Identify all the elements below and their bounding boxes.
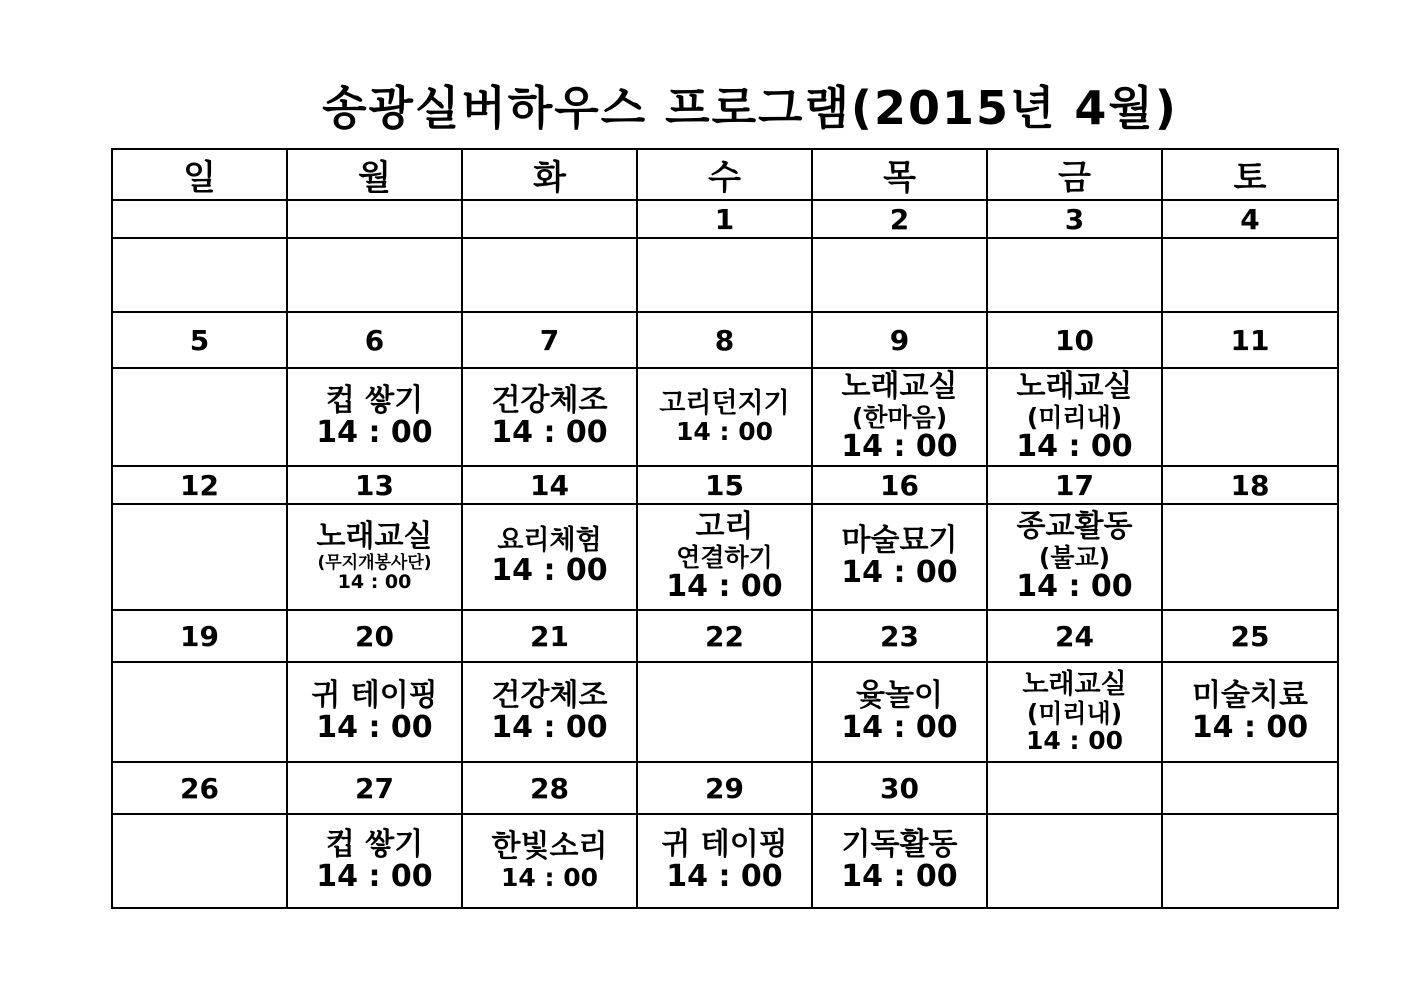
event-time: 14 : 00 — [1191, 710, 1309, 745]
date-cell-sat: 11 — [1162, 312, 1338, 368]
date-cell-fri — [987, 762, 1162, 814]
week-date-row — [112, 200, 1338, 238]
event-cell-fri — [987, 368, 1162, 466]
event-cell-sun — [112, 368, 287, 466]
calendar-body — [112, 200, 1338, 908]
week-date-row — [112, 466, 1338, 504]
event-cell-sat — [1162, 368, 1338, 466]
date-cell-sat: 25 — [1162, 610, 1338, 662]
event-cell-sun — [112, 238, 287, 312]
event-cell-fri — [987, 238, 1162, 312]
event-cell-wed — [637, 814, 812, 908]
week-date-row — [112, 610, 1338, 662]
date-cell-thu: 9 — [812, 312, 987, 368]
weekday-header-row — [112, 149, 1338, 200]
event-cell-mon — [287, 814, 462, 908]
event-cell-tue — [462, 814, 637, 908]
event-time: 14 : 00 — [666, 859, 783, 894]
event-cell-sat — [1162, 662, 1338, 762]
weekday-thu: 목 — [812, 149, 987, 200]
event-cell-thu — [812, 662, 987, 762]
event-cell-fri — [987, 814, 1162, 908]
date-cell-fri: 10 — [987, 312, 1162, 368]
event-cell-fri — [987, 504, 1162, 610]
event-cell-wed — [637, 662, 812, 762]
event-name: 건강체조 — [491, 677, 608, 713]
event-detail: 연결하기 — [676, 542, 773, 572]
week-event-row — [112, 368, 1338, 466]
event-time: 14 : 00 — [1016, 568, 1133, 604]
event-cell-thu — [812, 504, 987, 610]
event-name: 미술치료 — [1192, 677, 1308, 713]
event-time: 14 : 00 — [841, 859, 958, 894]
event-time: 14 : 00 — [501, 862, 598, 892]
date-cell-sun: 19 — [112, 610, 287, 662]
event-time: 14 : 00 — [316, 859, 433, 894]
date-cell-wed: 22 — [637, 610, 812, 662]
event-cell-mon — [287, 662, 462, 762]
weekday-tue: 화 — [462, 149, 637, 200]
event-cell-tue — [462, 368, 637, 466]
date-cell-sun — [112, 200, 287, 238]
event-time: 14 : 00 — [841, 710, 958, 745]
date-cell-mon — [287, 200, 462, 238]
date-cell-sat — [1162, 762, 1338, 814]
date-cell-mon: 6 — [287, 312, 462, 368]
week-event-row — [112, 662, 1338, 762]
date-cell-tue: 21 — [462, 610, 637, 662]
event-name: 고리 — [695, 509, 754, 545]
event-name: 노래교실 — [841, 369, 958, 405]
event-cell-sun — [112, 814, 287, 908]
event-cell-wed — [637, 238, 812, 312]
event-name: 고리던지기 — [659, 387, 790, 419]
event-name: 요리체험 — [497, 525, 602, 557]
event-name: 노래교실 — [1016, 369, 1133, 405]
weekday-mon: 월 — [287, 149, 462, 200]
event-cell-mon — [287, 504, 462, 610]
date-cell-thu: 30 — [812, 762, 987, 814]
event-cell-thu — [812, 368, 987, 466]
event-time: 14 : 00 — [316, 710, 433, 745]
date-cell-tue: 7 — [462, 312, 637, 368]
event-detail: (무지개봉사단) — [317, 552, 432, 573]
event-name: 컵 쌓기 — [325, 382, 424, 418]
event-detail: (한마음) — [851, 402, 948, 432]
date-cell-wed: 1 — [637, 200, 812, 238]
event-time: 14 : 00 — [1026, 725, 1123, 755]
week-date-row — [112, 312, 1338, 368]
event-time: 14 : 00 — [676, 417, 773, 447]
week-event-row — [112, 238, 1338, 312]
event-detail: (미리내) — [1026, 698, 1123, 728]
event-name: 기독활동 — [841, 826, 958, 862]
date-cell-tue: 14 — [462, 466, 637, 504]
event-name: 윷놀이 — [856, 677, 943, 713]
date-cell-tue — [462, 200, 637, 238]
event-cell-mon — [287, 368, 462, 466]
event-detail: (미리내) — [1026, 402, 1123, 432]
event-cell-tue — [462, 662, 637, 762]
weekday-sat: 토 — [1162, 149, 1338, 200]
event-cell-tue — [462, 504, 637, 610]
event-name: 컵 쌓기 — [325, 826, 424, 862]
event-name: 노래교실 — [1022, 669, 1127, 701]
event-cell-sun — [112, 504, 287, 610]
date-cell-tue: 28 — [462, 762, 637, 814]
weekday-sun: 일 — [112, 149, 287, 200]
date-cell-sun: 26 — [112, 762, 287, 814]
date-cell-mon: 20 — [287, 610, 462, 662]
weekday-fri: 금 — [987, 149, 1162, 200]
event-name: 마술묘기 — [841, 522, 958, 558]
event-name: 귀 테이핑 — [661, 826, 788, 862]
weekday-wed: 수 — [637, 149, 812, 200]
date-cell-sat: 4 — [1162, 200, 1338, 238]
event-name: 건강체조 — [491, 382, 608, 418]
event-detail: (불교) — [1038, 542, 1111, 572]
date-cell-fri: 24 — [987, 610, 1162, 662]
event-cell-fri — [987, 662, 1162, 762]
date-cell-sat: 18 — [1162, 466, 1338, 504]
event-name: 귀 테이핑 — [311, 677, 438, 713]
event-name: 노래교실 — [316, 519, 433, 555]
date-cell-wed: 29 — [637, 762, 812, 814]
event-time: 14 : 00 — [841, 428, 958, 464]
week-event-row — [112, 814, 1338, 908]
event-cell-sat — [1162, 238, 1338, 312]
event-cell-wed — [637, 504, 812, 610]
date-cell-fri: 17 — [987, 466, 1162, 504]
date-cell-sun: 12 — [112, 466, 287, 504]
event-cell-sat — [1162, 814, 1338, 908]
event-cell-mon — [287, 238, 462, 312]
event-time: 14 : 00 — [337, 571, 412, 594]
date-cell-thu: 16 — [812, 466, 987, 504]
date-cell-thu: 23 — [812, 610, 987, 662]
program-calendar — [111, 148, 1339, 909]
event-time: 14 : 00 — [666, 568, 783, 604]
event-time: 14 : 00 — [491, 710, 608, 745]
event-name: 한빛소리 — [491, 829, 608, 865]
event-cell-thu — [812, 238, 987, 312]
page-title: 송광실버하우스 프로그램(2015년 4월) — [322, 81, 1178, 135]
week-date-row — [112, 762, 1338, 814]
date-cell-mon: 27 — [287, 762, 462, 814]
event-name: 종교활동 — [1016, 509, 1133, 545]
event-cell-tue — [462, 238, 637, 312]
event-time: 14 : 00 — [491, 415, 608, 450]
event-cell-wed — [637, 368, 812, 466]
event-cell-sat — [1162, 504, 1338, 610]
event-time: 14 : 00 — [1016, 428, 1133, 464]
event-cell-thu — [812, 814, 987, 908]
event-time: 14 : 00 — [841, 555, 958, 590]
date-cell-thu: 2 — [812, 200, 987, 238]
event-cell-sun — [112, 662, 287, 762]
date-cell-wed: 15 — [637, 466, 812, 504]
date-cell-fri: 3 — [987, 200, 1162, 238]
date-cell-wed: 8 — [637, 312, 812, 368]
event-time: 14 : 00 — [316, 415, 433, 450]
week-event-row — [112, 504, 1338, 610]
date-cell-sun: 5 — [112, 312, 287, 368]
date-cell-mon: 13 — [287, 466, 462, 504]
event-time: 14 : 00 — [491, 553, 608, 589]
